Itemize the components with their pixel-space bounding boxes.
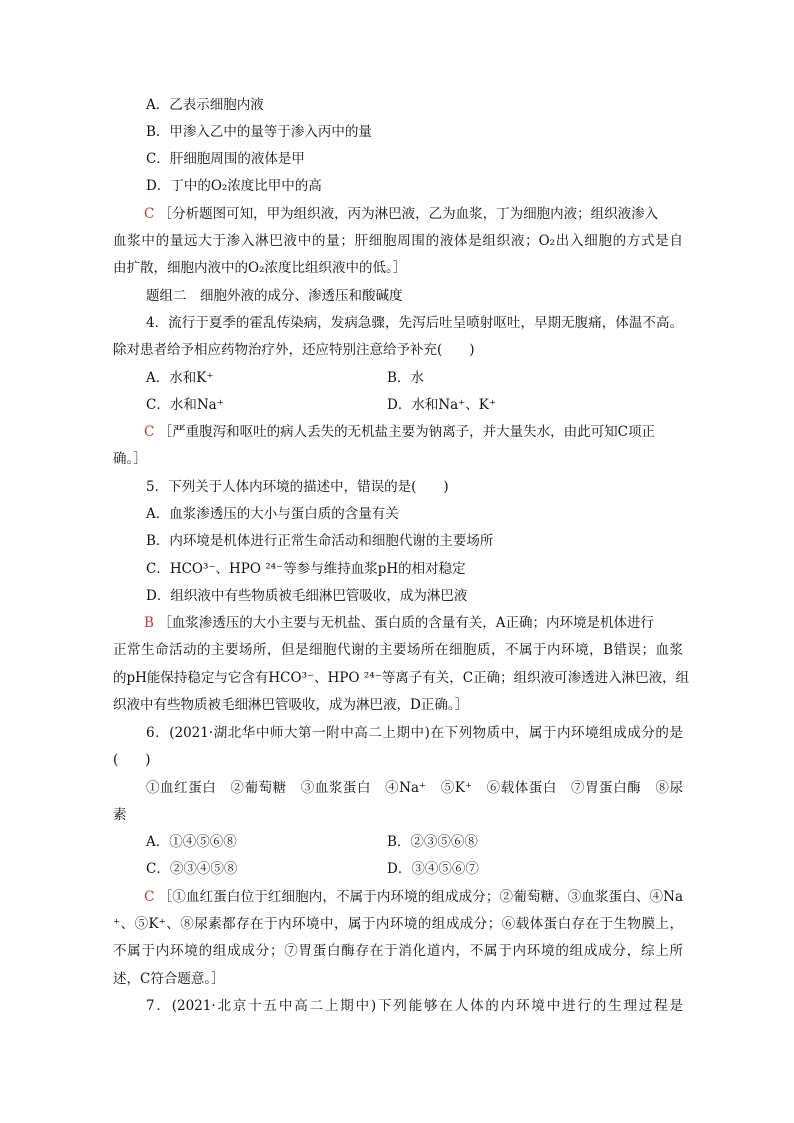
q3-answer: C xyxy=(144,206,155,222)
q4-stem-line-1: 4．流行于夏季的霍乱传染病，发病急骤，先泻后吐呈喷射呕吐，早期无腹痛，体温不高。 xyxy=(146,315,683,331)
q4-options-row-2 xyxy=(146,396,716,414)
q6-options-row-2 xyxy=(146,860,716,878)
q6-answer: C xyxy=(144,889,155,905)
q6-explanation-line-4: 述，C符合题意。］ xyxy=(113,971,225,987)
q3-option-d: D．丁中的O₂浓度比甲中的高 xyxy=(146,178,322,194)
q6-explanation-line-2: ⁺、⑤K⁺、⑧尿素都存在于内环境中，属于内环境的组成成分；⑥载体蛋白存在于生物膜上， xyxy=(113,916,683,932)
q6-stem-line-2: ( ) xyxy=(113,752,151,768)
q5-explanation-line-4: 织液中有些物质被毛细淋巴管吸收，成为淋巴液，D正确。］ xyxy=(113,697,469,713)
q4-option-a: A．水和K⁺ xyxy=(146,370,214,386)
q5-option-b: B．内环境是机体进行正常生命活动和细胞代谢的主要场所 xyxy=(146,533,494,549)
section-title: 题组二 细胞外液的成分、渗透压和酸碱度 xyxy=(146,288,403,304)
q6-option-a: A．①④⑤⑥⑧ xyxy=(146,834,237,850)
q4-option-c: C．水和Na⁺ xyxy=(146,397,224,413)
q6-stem-line-1: 6．(2021·湖北华中师大第一附中高二上期中)在下列物质中，属于内环境组成成分的是 xyxy=(146,725,683,741)
q4-stem-line-2: 除对患者给予相应药物治疗外，还应特别注意给予补充( ) xyxy=(113,342,475,358)
q3-option-b: B．甲渗入乙中的量等于渗入丙中的量 xyxy=(146,124,372,140)
q4-answer: C xyxy=(144,424,155,440)
q4-option-b: B．水 xyxy=(387,370,424,386)
q5-option-c: C．HCO³⁻、HPO ²⁴⁻等参与维持血浆pH的相对稳定 xyxy=(146,561,466,577)
q5-option-d: D．组织液中有些物质被毛细淋巴管吸收，成为淋巴液 xyxy=(146,588,468,604)
q6-explanation-line-3: 不属于内环境的组成成分；⑦胃蛋白酶存在于消化道内，不属于内环境的组成成分，综上所 xyxy=(113,943,683,959)
q3-explanation-line-2: 血浆中的量远大于渗入淋巴液中的量；肝细胞周围的液体是组织液；O₂出入细胞的方式是自 xyxy=(113,233,683,249)
q4-explanation-line-2: 确。］ xyxy=(113,451,147,467)
q3-explanation-line-1: C ［分析题图可知，甲为组织液，丙为淋巴液，乙为血浆，丁为细胞内液；组织液渗入 xyxy=(144,206,659,222)
q5-answer: B xyxy=(144,615,154,631)
q6-items-line-1: ①血红蛋白 ②葡萄糖 ③血浆蛋白 ④Na⁺ ⑤K⁺ ⑥载体蛋白 ⑦胃蛋白酶 ⑧尿 xyxy=(146,780,683,796)
q6-option-c: C．②③④⑤⑧ xyxy=(146,861,238,877)
q4-option-d: D．水和Na⁺、K⁺ xyxy=(387,397,497,413)
q5-explanation-line-2: 正常生命活动的主要场所，但是细胞代谢的主要场所在细胞质，不属于内环境，B错误；血浆 xyxy=(113,642,683,658)
q5-explanation-line-3: 的pH能保持稳定与它含有HCO³⁻、HPO ²⁴⁻等离子有关，C正确；组织液可渗透进入淋巴液，组 xyxy=(113,670,690,686)
q6-options-row-1 xyxy=(146,833,716,851)
q4-explanation-line-1: C ［严重腹泻和呕吐的病人丢失的无机盐主要为钠离子，并大量失水，由此可知C项正 xyxy=(144,424,655,440)
q6-option-d: D．③④⑤⑥⑦ xyxy=(387,861,479,877)
q3-option-a: A．乙表示细胞内液 xyxy=(146,97,264,113)
q3-option-c: C．肝细胞周围的液体是甲 xyxy=(146,151,305,167)
q6-explanation-line-1: C ［①血红蛋白位于红细胞内，不属于内环境的组成成分；②葡萄糖、③血浆蛋白、④Na xyxy=(144,889,683,905)
q6-items-line-2: 素 xyxy=(113,807,127,823)
q5-explanation-line-1: B ［血浆渗透压的大小主要与无机盐、蛋白质的含量有关，A正确；内环境是机体进行 xyxy=(144,615,654,631)
q3-explanation-line-3: 由扩散，细胞内液中的O₂浓度比组织液中的低。］ xyxy=(113,260,407,276)
q5-stem: 5．下列关于人体内环境的描述中，错误的是( ) xyxy=(146,479,449,495)
q7-stem-line-1: 7．(2021·北京十五中高二上期中)下列能够在人体的内环境中进行的生理过程是 xyxy=(146,998,683,1014)
q5-option-a: A．血浆渗透压的大小与蛋白质的含量有关 xyxy=(146,506,399,522)
q4-options-row-1 xyxy=(146,369,716,387)
q6-option-b: B．②③⑤⑥⑧ xyxy=(387,834,478,850)
